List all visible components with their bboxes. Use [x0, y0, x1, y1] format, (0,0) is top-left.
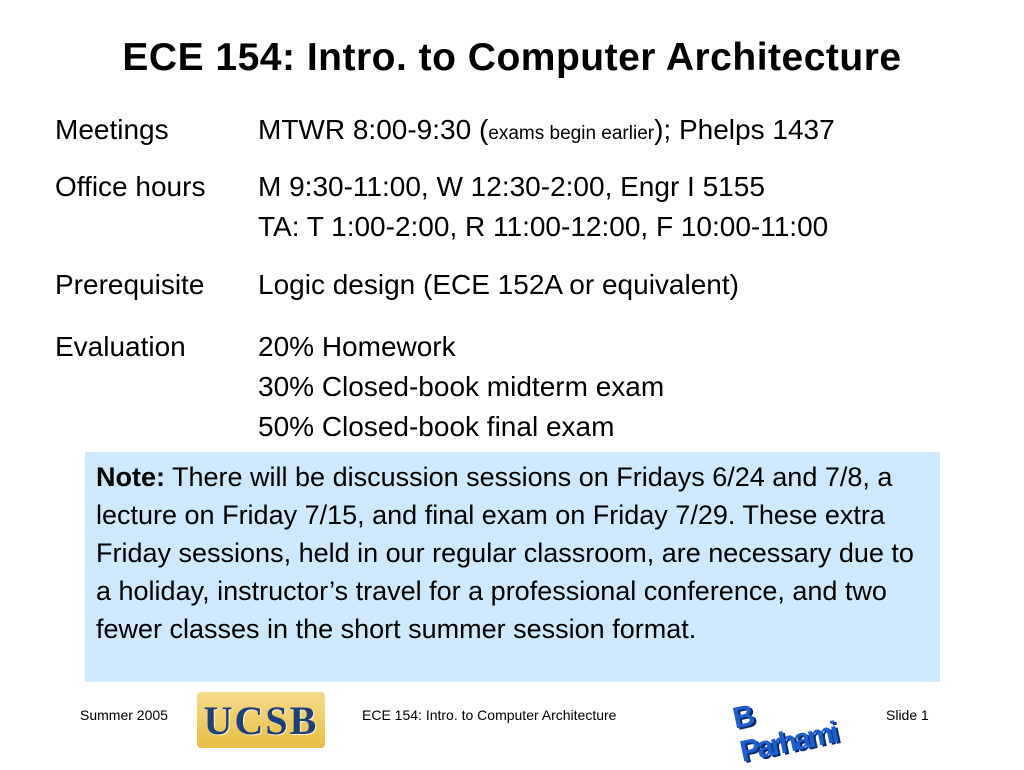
meetings-value-pre: MTWR 8:00-9:30 (: [258, 114, 489, 145]
note-label: Note:: [96, 462, 165, 492]
meetings-value-note: exams begin earlier: [488, 123, 655, 144]
meetings-value: [258, 110, 835, 154]
signature-logo: B Parhami: [729, 699, 840, 769]
evaluation-item: 50% Closed-book final exam: [258, 411, 615, 442]
office-hours-label: Office hours: [55, 171, 206, 202]
prerequisite-label: Prerequisite: [55, 269, 205, 300]
footer-term: Summer 2005: [80, 707, 168, 723]
footer-slide-number: Slide 1: [886, 707, 929, 723]
footer-course: ECE 154: Intro. to Computer Architecture: [362, 707, 617, 723]
office-hours-line2: TA: T 1:00-2:00, R 11:00-12:00, F 10:00-11:00: [258, 211, 829, 242]
note-text: There will be discussion sessions on Fridays 6/24 and 7/8, a lecture on Friday 7/15, and final exam on Friday 7/29. These extra Friday sessions, held in our regular classroom, are necessary due to a holiday, instructor’s travel for a professional conference, and two fewer classes in the short summer session format.: [96, 462, 914, 644]
prerequisite-value: Logic design (ECE 152A or equivalent): [258, 269, 739, 300]
meetings-value-post: ); Phelps 1437: [654, 114, 835, 145]
evaluation-label: Evaluation: [55, 331, 186, 362]
ucsb-logo-text: UCSB: [203, 697, 319, 743]
evaluation-item: 30% Closed-book midterm exam: [258, 371, 665, 402]
ucsb-logo: [197, 692, 325, 748]
meetings-label: Meetings: [55, 114, 169, 145]
evaluation-item: 20% Homework: [258, 331, 456, 362]
note-box: [85, 452, 940, 682]
slide-title: ECE 154: Intro. to Computer Architecture: [122, 36, 902, 79]
office-hours-line1: M 9:30-11:00, W 12:30-2:00, Engr I 5155: [258, 171, 765, 202]
